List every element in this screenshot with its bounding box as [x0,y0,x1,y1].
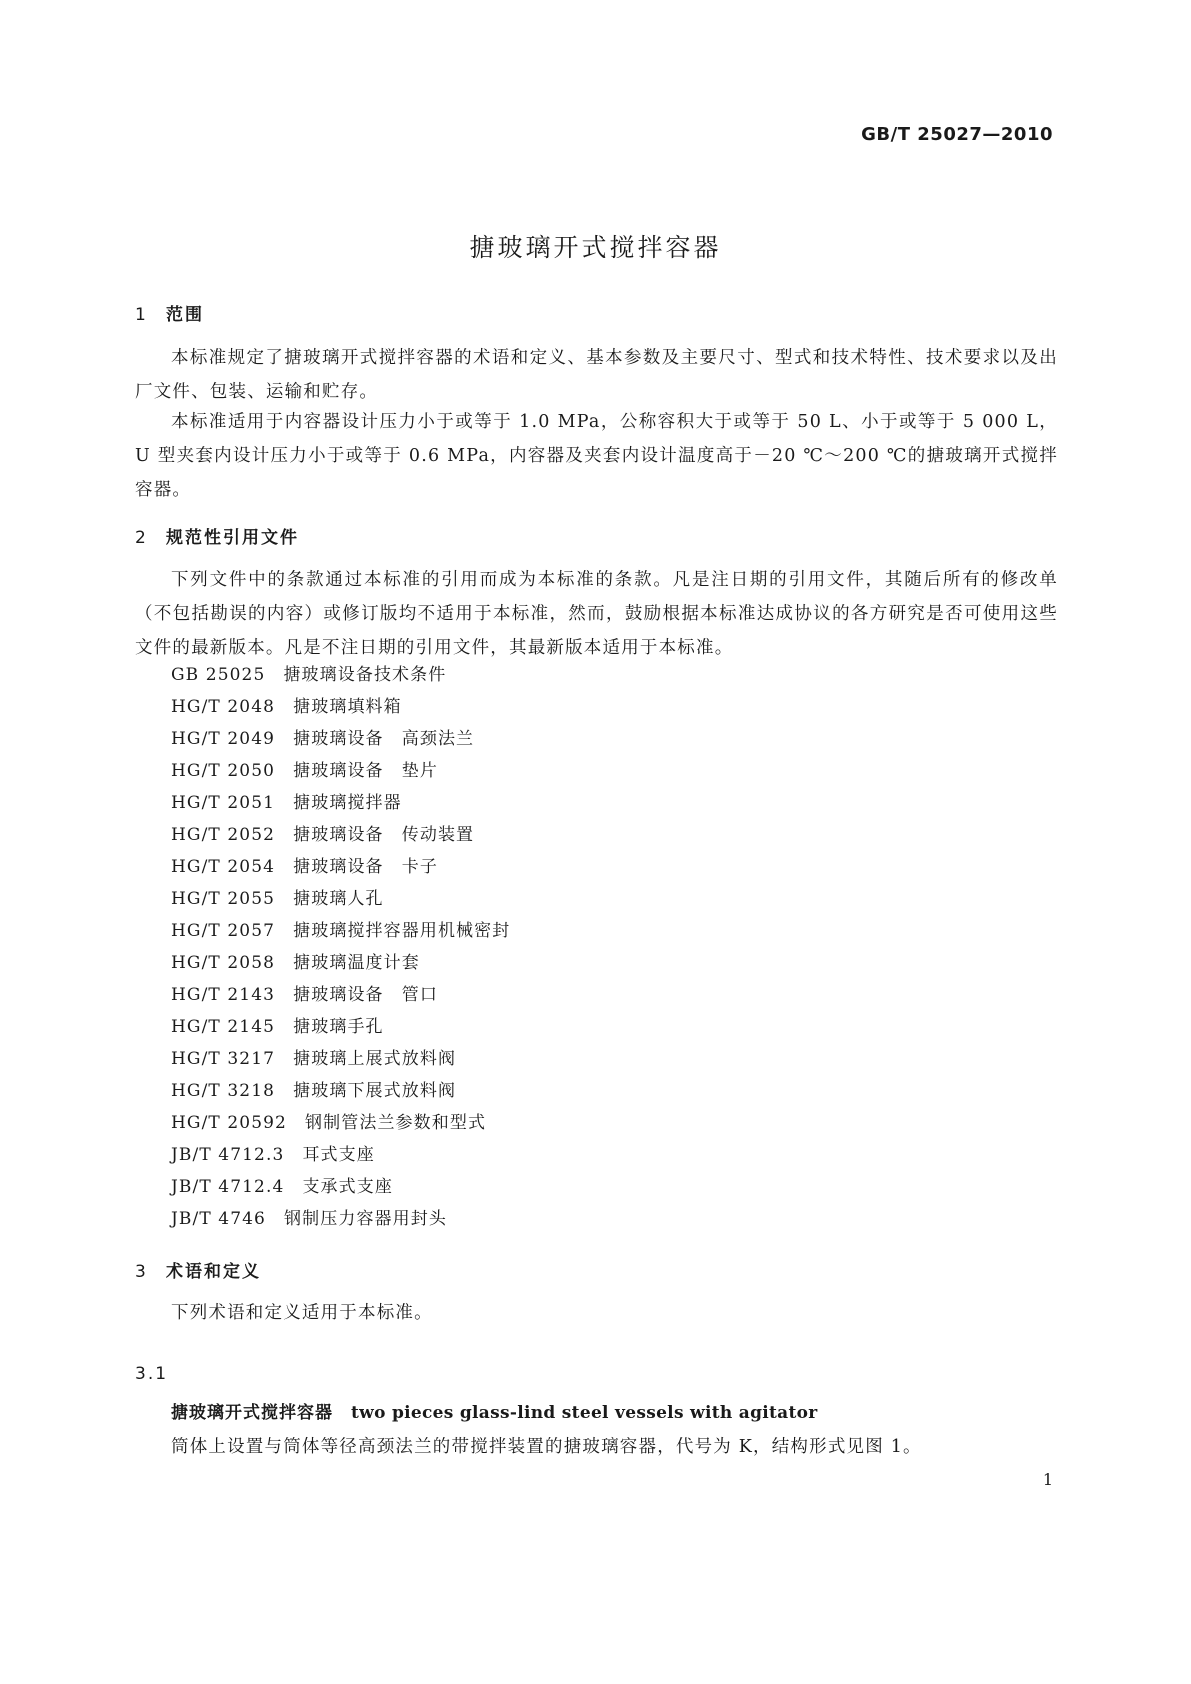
section-3-heading [135,1257,261,1282]
section-title: 术语和定义 [166,1262,261,1282]
reference-item: HG/T 2057 搪玻璃搅拌容器用机械密封 [171,921,511,941]
subclause-number: 3.1 [135,1364,169,1384]
page-number: 1 [1042,1470,1053,1489]
reference-item: HG/T 2054 搪玻璃设备 卡子 [171,857,438,877]
section-1-heading [135,300,204,325]
normative-references-list [171,659,510,1235]
reference-item: HG/T 2049 搪玻璃设备 高颈法兰 [171,729,475,749]
reference-item: HG/T 2055 搪玻璃人孔 [171,889,384,909]
reference-item: HG/T 2145 搪玻璃手孔 [171,1017,384,1037]
reference-item: JB/T 4712.4 支承式支座 [171,1177,393,1197]
scope-paragraph-1: 本标准规定了搪玻璃开式搅拌容器的术语和定义、基本参数及主要尺寸、型式和技术特性、技术要求以及出厂文件、包装、运输和贮存。 [135,348,1058,402]
terms-intro-paragraph: 下列术语和定义适用于本标准。 [171,1303,433,1323]
section-number: 2 [135,528,148,548]
term-entry [171,1398,818,1423]
term-definition: 筒体上设置与筒体等径高颈法兰的带搅拌装置的搪玻璃容器，代号为 K，结构形式见图 1。 [171,1437,922,1457]
standard-code: GB/T 25027—2010 [861,124,1053,145]
reference-item: JB/T 4712.3 耳式支座 [171,1145,375,1165]
references-intro-paragraph: 下列文件中的条款通过本标准的引用而成为本标准的条款。凡是注日期的引用文件，其随后所有的修改单（不包括勘误的内容）或修订版均不适用于本标准，然而，鼓励根据本标准达成协议的各方研究是否可使用这些文件的最新版本。凡是不注日期的引用文件，其最新版本适用于本标准。 [135,570,1058,658]
reference-item: HG/T 3218 搪玻璃下展式放料阀 [171,1081,457,1101]
section-number: 1 [135,305,148,325]
section-title: 范围 [166,305,204,325]
reference-item: HG/T 2048 搪玻璃填料箱 [171,697,402,717]
reference-item: HG/T 2050 搪玻璃设备 垫片 [171,761,438,781]
reference-item: HG/T 2052 搪玻璃设备 传动装置 [171,825,475,845]
reference-item: HG/T 2051 搪玻璃搅拌器 [171,793,402,813]
reference-item: JB/T 4746 钢制压力容器用封头 [171,1209,447,1229]
section-2-heading [135,523,299,548]
reference-item: HG/T 2058 搪玻璃温度计套 [171,953,420,973]
term-english: two pieces glass-lind steel vessels with agitator [351,1403,818,1423]
section-number: 3 [135,1262,148,1282]
scope-paragraph-2: 本标准适用于内容器设计压力小于或等于 1.0 MPa，公称容积大于或等于 50 L、小于或等于 5 000 L，U 型夹套内设计压力小于或等于 0.6 MPa，内容器及夹套内设计温度高于－20 ℃～200 ℃的搪玻璃开式搅拌容器。 [135,412,1058,500]
section-title: 规范性引用文件 [166,528,299,548]
reference-item: HG/T 20592 钢制管法兰参数和型式 [171,1113,487,1133]
reference-item: HG/T 2143 搪玻璃设备 管口 [171,985,438,1005]
reference-item: GB 25025 搪玻璃设备技术条件 [171,665,447,685]
reference-item: HG/T 3217 搪玻璃上展式放料阀 [171,1049,457,1069]
term-chinese: 搪玻璃开式搅拌容器 [171,1403,333,1423]
document-title: 搪玻璃开式搅拌容器 [469,233,722,262]
